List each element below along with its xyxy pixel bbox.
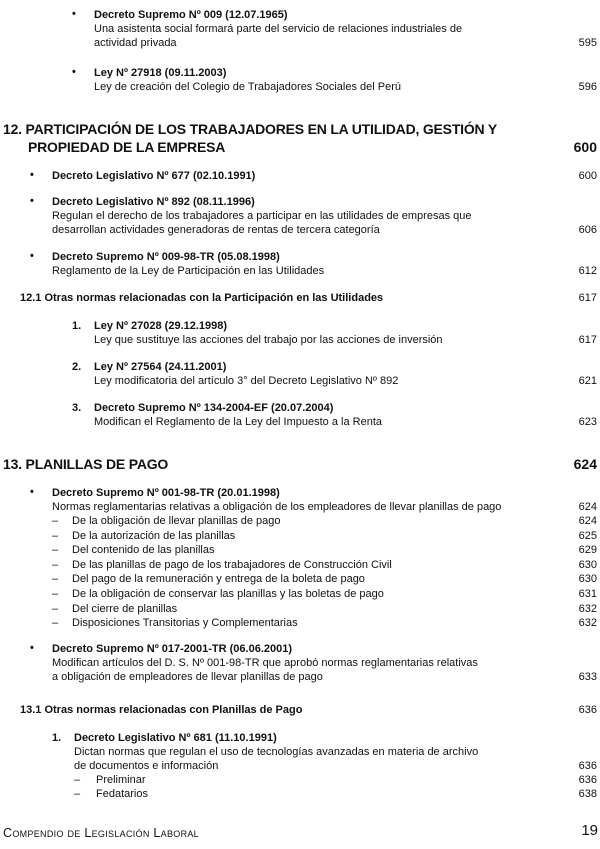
toc-subitem-text: Fedatarios — [96, 788, 148, 800]
toc-entry-desc: actividad privada — [94, 37, 177, 49]
toc-subitem-text: Preliminar — [96, 774, 146, 786]
bullet-icon: • — [30, 642, 34, 654]
toc-page-number: 630 — [578, 559, 597, 571]
toc-page-number: 612 — [578, 265, 597, 277]
toc-entry-desc: Ley que sustituye las acciones del trabajo por las acciones de inversión — [94, 334, 443, 346]
toc-page-number: 631 — [578, 588, 597, 600]
subsection-heading: 13.1 Otras normas relacionadas con Planillas de Pago — [20, 704, 303, 716]
toc-subitem-text: Del cierre de planillas — [72, 603, 178, 615]
toc-subitem-text: Del contenido de las planillas — [72, 544, 215, 556]
bullet-icon: • — [72, 66, 76, 78]
toc-entry-desc: Modifican artículos del D. S. Nº 001-98-TR que aprobó normas reglamentarias relativas — [52, 657, 478, 669]
dash-icon: – — [52, 530, 59, 542]
dash-icon: – — [52, 617, 59, 629]
page-number: 19 — [581, 822, 598, 839]
section-heading: PROPIEDAD DE LA EMPRESA — [28, 139, 226, 155]
toc-page-number: 617 — [578, 292, 597, 304]
toc-page-number: 636 — [578, 704, 597, 716]
subsection-heading: 12.1 Otras normas relacionadas con la Participación en las Utilidades — [20, 292, 384, 304]
toc-entry-desc: a obligación de empleadores de llevar planillas de pago — [52, 671, 323, 683]
toc-entry-title: Decreto Supremo Nº 009-98-TR (05.08.1998) — [52, 251, 280, 263]
toc-entry-desc: Regulan el derecho de los trabajadores a participar en las utilidades de empresas que — [52, 210, 472, 222]
toc-subitem-text: De la obligación de conservar las planillas y las boletas de pago — [72, 588, 384, 600]
toc-page-number: 633 — [578, 671, 597, 683]
section-page-number: 624 — [573, 456, 597, 472]
item-number: 1. — [52, 732, 62, 744]
dash-icon: – — [52, 515, 59, 527]
toc-entry-title: Ley Nº 27564 (24.11.2001) — [94, 361, 227, 373]
section-heading: 13. PLANILLAS DE PAGO — [3, 456, 169, 472]
toc-page-number: 625 — [578, 530, 597, 542]
toc-entry-title: Ley Nº 27918 (09.11.2003) — [94, 67, 227, 79]
toc-subitem-text: De la obligación de llevar planillas de pago — [72, 515, 281, 527]
toc-page-number: 623 — [578, 416, 597, 428]
toc-entry-desc: Normas reglamentarias relativas a obligación de los empleadores de llevar planillas de pago — [52, 501, 502, 513]
toc-entry-title: Decreto Legislativo Nº 681 (11.10.1991) — [74, 732, 277, 744]
toc-entry-title: Decreto Supremo Nº 009 (12.07.1965) — [94, 9, 288, 21]
bullet-icon: • — [30, 486, 34, 498]
toc-entry-desc: desarrollan actividades generadoras de rentas de tercera categoría — [52, 224, 380, 236]
toc-entry-title: Decreto Legislativo Nº 677 (02.10.1991) — [52, 170, 256, 182]
bullet-icon: • — [30, 169, 34, 181]
toc-page-number: 595 — [578, 37, 597, 49]
toc-entry-desc: de documentos e información — [74, 760, 219, 772]
toc-page-number: 600 — [578, 170, 597, 182]
dash-icon: – — [52, 544, 59, 556]
toc-entry-title: Ley Nº 27028 (29.12.1998) — [94, 320, 228, 332]
toc-page-number: 624 — [578, 501, 597, 513]
bullet-icon: • — [30, 195, 34, 207]
toc-page-number: 617 — [578, 334, 597, 346]
dash-icon: – — [52, 588, 59, 600]
toc-page-number: 624 — [578, 515, 597, 527]
toc-subitem-text: Disposiciones Transitorias y Complementarias — [72, 617, 298, 629]
toc-entry-desc: Dictan normas que regulan el uso de tecnologías avanzadas en materia de archivo — [74, 746, 479, 758]
toc-page-number: 606 — [578, 224, 597, 236]
toc-page-number: 632 — [578, 617, 597, 629]
toc-page-number: 636 — [578, 760, 597, 772]
bullet-icon: • — [30, 250, 34, 262]
toc-entry-desc: Ley de creación del Colegio de Trabajadores Sociales del Perú — [94, 81, 401, 93]
toc-entry-title: Decreto Supremo Nº 134-2004-EF (20.07.2004) — [94, 402, 334, 414]
toc-subitem-text: De la autorización de las planillas — [72, 530, 236, 542]
item-number: 1. — [72, 320, 82, 332]
toc-page-number: 621 — [578, 375, 597, 387]
item-number: 3. — [72, 402, 82, 414]
dash-icon: – — [52, 603, 59, 615]
dash-icon: – — [52, 559, 59, 571]
dash-icon: – — [74, 788, 81, 800]
dash-icon: – — [52, 573, 59, 585]
toc-entry-desc: Modifican el Reglamento de la Ley del Impuesto a la Renta — [94, 416, 383, 428]
toc-entry-title: Decreto Supremo Nº 001-98-TR (20.01.1998) — [52, 487, 280, 499]
item-number: 2. — [72, 361, 82, 373]
toc-page-number: 630 — [578, 573, 597, 585]
toc-subitem-text: Del pago de la remuneración y entrega de la boleta de pago — [72, 573, 365, 585]
dash-icon: – — [74, 774, 81, 786]
toc-entry-title: Decreto Legislativo Nº 892 (08.11.1996) — [52, 196, 255, 208]
toc-subitem-text: De las planillas de pago de los trabajadores de Construcción Civil — [72, 559, 392, 571]
toc-page-number: 638 — [578, 788, 597, 800]
bullet-icon: • — [72, 8, 76, 20]
toc-entry-desc: Ley modificatoria del artículo 3° del Decreto Legislativo Nº 892 — [94, 375, 399, 387]
toc-page-number: 636 — [578, 774, 597, 786]
section-heading: 12. PARTICIPACIÓN DE LOS TRABAJADORES EN LA UTILIDAD, GESTIÓN Y — [3, 121, 498, 137]
toc-entry-desc: Una asistenta social formará parte del servicio de relaciones industriales de — [94, 23, 463, 35]
toc-entry-title: Decreto Supremo Nº 017-2001-TR (06.06.2001) — [52, 643, 293, 655]
toc-entry-desc: Reglamento de la Ley de Participación en las Utilidades — [52, 265, 325, 277]
footer-title: Compendio de Legislación Laboral — [3, 826, 199, 840]
section-page-number: 600 — [573, 139, 597, 155]
toc-page-number: 629 — [578, 544, 597, 556]
toc-page-number: 596 — [578, 81, 597, 93]
toc-page-number: 632 — [578, 603, 597, 615]
